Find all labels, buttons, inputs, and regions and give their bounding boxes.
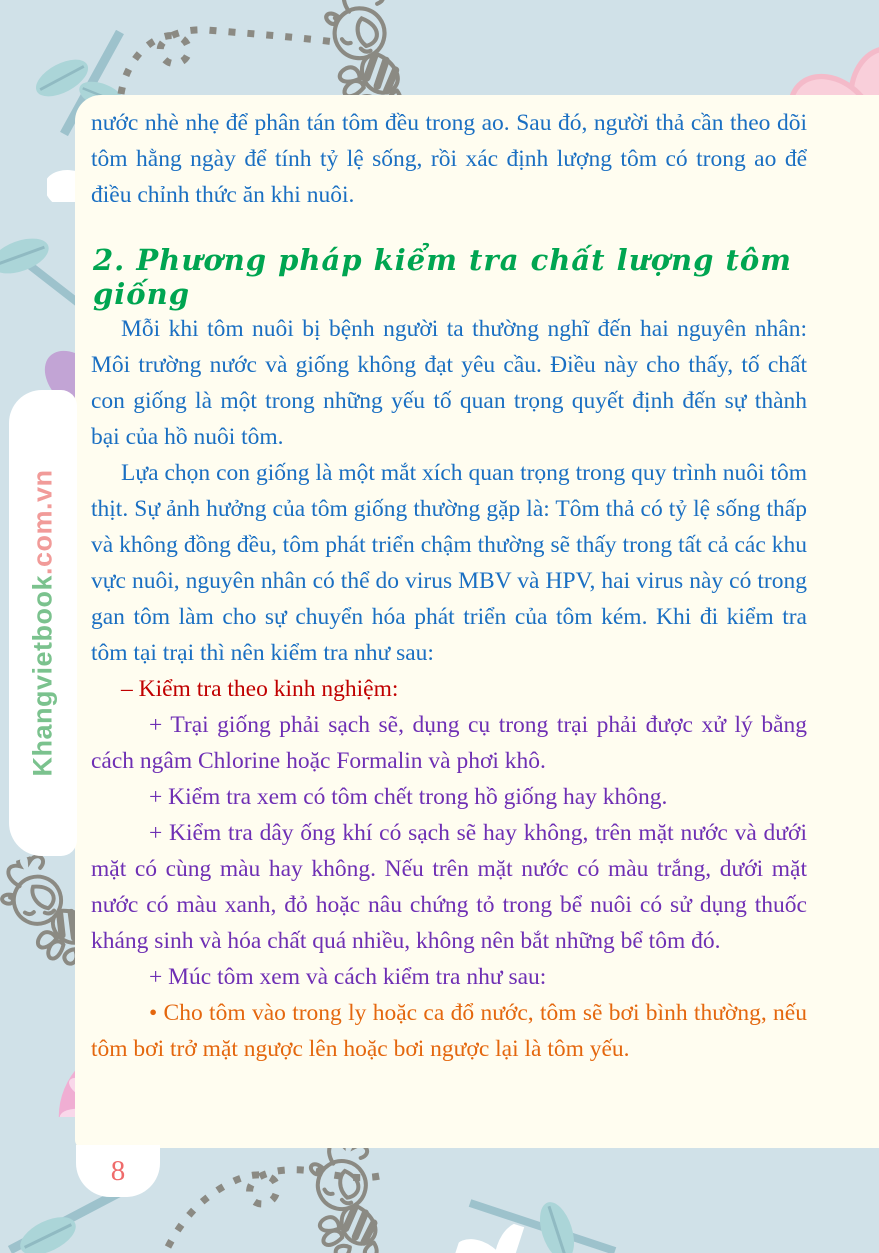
section-heading: 2. Phương pháp kiểm tra chất lượng tôm giống xyxy=(93,243,792,311)
list-item: + Trại giống phải sạch sẽ, dụng cụ trong trại phải được xử lý bằng cách ngâm Chlorine hoặc Formalin và phơi khô. xyxy=(91,712,807,774)
paragraph: Lựa chọn con giống là một mắt xích quan trọng trong quy trình nuôi tôm thịt. Sự ảnh hưởng của tôm giống thường gặp là: Tôm thả có tỷ lệ sống thấp và không đồng đều, tôm phát triển chậm thường sẽ thấy trong tất cả các khu vực nuôi, nguyên nhân có thể do virus MBV và HPV, hai virus này có trong gan tôm làm cho sự chuyển hóa phát triển của tôm kém. Khi đi kiểm tra tôm tại trại thì nên kiểm tra như sau: xyxy=(91,460,807,666)
list-item: + Múc tôm xem và cách kiểm tra như sau: xyxy=(149,964,547,990)
page-number: 8 xyxy=(110,1154,126,1187)
page-content xyxy=(75,95,879,1148)
list-label: – Kiểm tra theo kinh nghiệm: xyxy=(121,676,399,702)
watermark-text xyxy=(28,469,59,776)
paragraph: Mỗi khi tôm nuôi bị bệnh người ta thường nghĩ đến hai nguyên nhân: Môi trường nước và giống không đạt yêu cầu. Điều này cho thấy, tố chất con giống là một trong những yếu tố quan trọng quyết định đến sự thành bại của hồ nuôi tôm. xyxy=(91,316,807,450)
list-item: + Kiểm tra xem có tôm chết trong hồ giống hay không. xyxy=(149,784,668,810)
watermark-domain: .com.vn xyxy=(27,469,58,576)
white-flower-icon xyxy=(397,1137,542,1253)
watermark-tab xyxy=(9,390,77,856)
bullet-item: • Cho tôm vào trong ly hoặc ca đổ nước, tôm sẽ bơi bình thường, nếu tôm bơi trở mặt ngược lên hoặc bơi ngược lại là tôm yếu. xyxy=(91,1000,807,1062)
paragraph: nước nhè nhẹ để phân tán tôm đều trong ao. Sau đó, người thả cần theo dõi tôm hằng ngày để tính tỷ lệ sống, rồi xác định lượng tôm có trong ao để điều chỉnh thức ăn khi nuôi. xyxy=(91,110,807,208)
page-number-tab xyxy=(76,1145,160,1197)
list-item: + Kiểm tra dây ống khí có sạch sẽ hay không, trên mặt nước và dưới mặt có cùng màu hay không. Nếu trên mặt nước có màu trắng, dưới mặt nước có màu xanh, đỏ hoặc nâu chứng tỏ trong bể nuôi có sử dụng thuốc kháng sinh và hóa chất quá nhiều, không nên bắt những bể tôm đó. xyxy=(91,820,807,954)
bee-doodle-icon xyxy=(276,1131,420,1253)
watermark-brand: Khangvietbook xyxy=(27,575,58,777)
